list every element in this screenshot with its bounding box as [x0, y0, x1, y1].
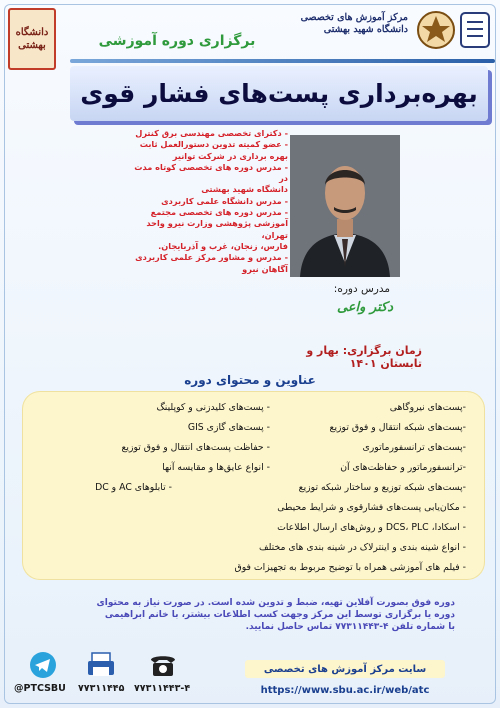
- seal-icon: [458, 10, 492, 50]
- bio-line: فارس، زنجان، غرب و آذربایجان.: [158, 240, 288, 251]
- bio-line: - مدرس دوره های تخصصی کوتاه مدت در: [134, 161, 288, 184]
- topic-item: - فیلم های آموزشی همراه با توضیح مربوط به تجهیزات فوق: [234, 562, 466, 573]
- emblem-icon: [416, 10, 456, 50]
- contact-note: [40, 597, 455, 633]
- note-line: دوره فوق بصورت آفلاین تهیه، ضبط و تدوین شده است. در صورت نیاز به محتوای: [96, 598, 455, 608]
- bio-line: آموزشی پژوهشی وزارت نیرو واحد تهران،: [146, 218, 288, 240]
- bio-line: دانشگاه شهید بهشتی: [201, 184, 288, 195]
- topic-item: - انواع عایق‌ها و مقایسه آنها: [162, 462, 270, 473]
- website-link[interactable]: https://www.sbu.ac.ir/web/atc: [260, 685, 430, 696]
- telegram-icon[interactable]: [26, 650, 60, 680]
- instructor-label: مدرس دوره:: [333, 283, 390, 295]
- bio-line: آگاهان نیرو: [242, 263, 288, 274]
- instructor-name: دکتر واعی: [336, 300, 394, 315]
- instructor-photo: [290, 135, 400, 277]
- university-logo: [8, 8, 56, 70]
- topic-item: - اسکادا، DCS، PLC و روش‌های ارسال اطلاعات: [277, 522, 466, 533]
- bio-line: - عضو کمیته تدوین دستورالعمل ثابت: [139, 139, 288, 150]
- topic-item: -پست‌های شبکه توزیع و ساختار شبکه توزیع: [298, 482, 466, 493]
- note-line: دوره یا برگزاری توسط این مرکز وجهت کسب اطلاعات بیشتر، با خانم ابراهیمی: [104, 610, 455, 620]
- phone-icon: [146, 650, 180, 680]
- bio-line: بهره برداری در شرکت توانیر: [172, 150, 288, 161]
- org-line-2: دانشگاه شهید بهشتی: [323, 24, 408, 35]
- bio-line: - دکترای تخصصی مهندسی برق کنترل: [135, 128, 288, 138]
- schedule-text: زمان برگزاری: بهار و تابستان ۱۴۰۱: [306, 344, 422, 370]
- topic-item: -پست‌های شبکه انتقال و فوق توزیع: [329, 422, 466, 433]
- logo-line-1: دانشگاه: [15, 27, 49, 38]
- topic-item: - پست‌های گازی GIS: [187, 422, 270, 433]
- fax-icon: [84, 650, 118, 680]
- phone-number: ۷۷۳۱۱۴۴۳-۴: [134, 683, 191, 694]
- bio-line: - مدرس دانشگاه علمی کاربردی: [161, 195, 288, 206]
- logo-line-2: بهشتی: [18, 40, 46, 51]
- org-name: [280, 12, 408, 36]
- bio-line: - مدرس دوره های تخصصی مجتمع: [150, 207, 288, 218]
- org-line-1: مرکز آموزش های تخصصی: [300, 12, 408, 23]
- bio-line: - مدرس و مشاور مرکز علمی کاربردی: [135, 252, 288, 263]
- title-banner: [70, 66, 488, 121]
- topics-heading: عناوین و محتوای دوره: [184, 373, 316, 387]
- header-divider: [70, 59, 495, 63]
- topic-item: -ترانسفورماتور و حفاظت‌های آن: [340, 462, 466, 473]
- fax-number: ۷۷۳۱۱۴۴۵: [78, 683, 125, 694]
- page-title: بهره‌برداری پست‌های فشار قوی: [80, 79, 478, 108]
- topic-item: - تابلوهای AC و DC: [95, 482, 172, 493]
- telegram-handle[interactable]: @PTCSBU: [14, 683, 66, 694]
- note-line: با شماره تلفن ۴-۷۷۳۱۱۴۴۳ تماس حاصل نمایید.: [245, 622, 455, 632]
- event-title: برگزاری دوره آموزشی: [98, 33, 256, 49]
- topic-item: - حفاظت پست‌های انتقال و فوق توزیع: [121, 442, 270, 453]
- instructor-bio: [128, 128, 288, 275]
- topic-item: - انواع شینه بندی و اینترلاک در شینه بندی های مختلف: [258, 542, 466, 553]
- topic-item: - پست‌های کلیدزنی و کوپلینگ: [156, 402, 270, 413]
- topic-item: - مکان‌یابی پست‌های فشارقوی و شرایط محیطی: [277, 502, 466, 513]
- website-label: سایت مرکز آموزش های تخصصی: [245, 660, 445, 678]
- topic-item: -پست‌های نیروگاهی: [389, 402, 466, 413]
- topic-item: -پست‌های ترانسفورماتوری: [362, 442, 466, 453]
